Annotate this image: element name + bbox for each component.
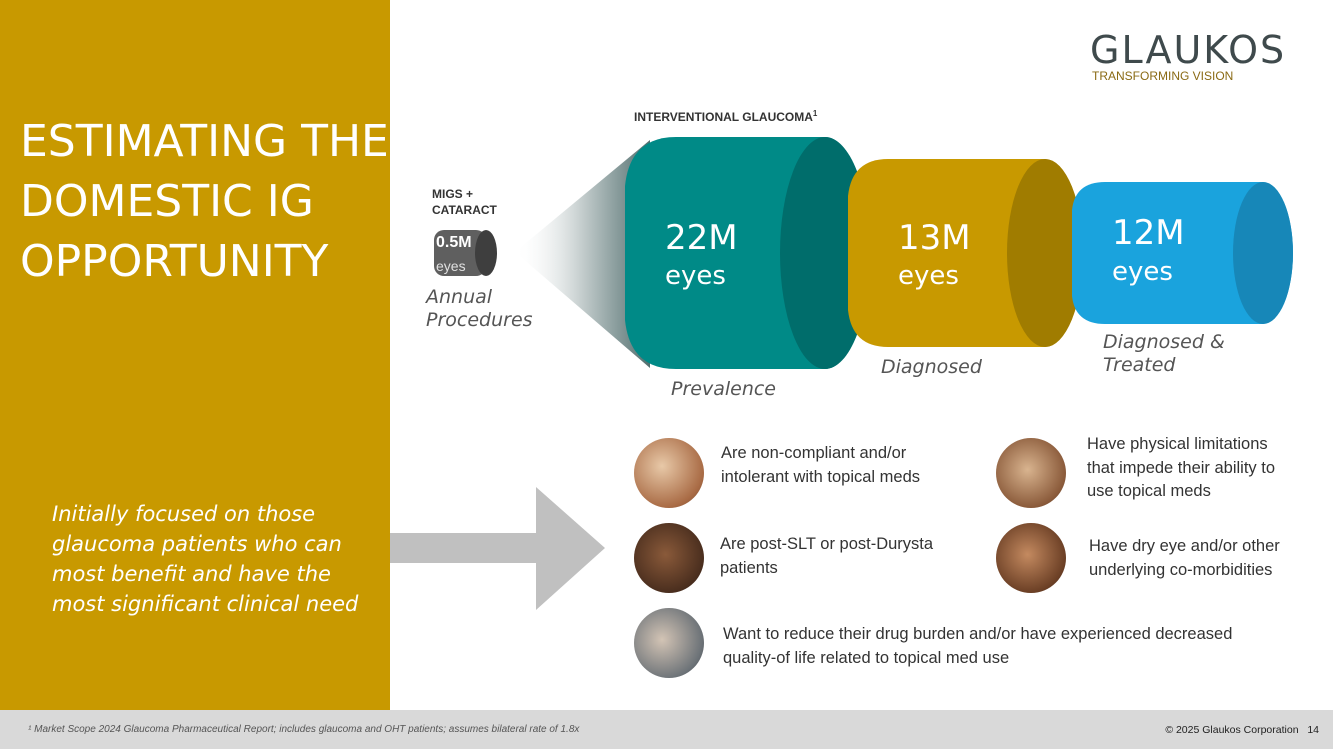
prevalence-value: 22M — [665, 218, 738, 258]
bullet-line: intolerant with topical meds — [721, 467, 921, 486]
treated-caption-line: Diagnosed & — [1103, 331, 1225, 353]
chart-header — [634, 109, 817, 124]
bullet-line: use topical meds — [1087, 482, 1211, 500]
treated-caption-line: Treated — [1103, 354, 1176, 376]
focus-note-line: glaucoma patients who can — [52, 532, 342, 556]
treated-cylinder — [1072, 182, 1293, 324]
migs-value: 0.5M — [436, 234, 472, 251]
patient-photo-eyedrop-man — [634, 608, 704, 678]
bullet-line: patients — [720, 558, 778, 577]
page-number: 14 — [1307, 724, 1319, 736]
bullet-line: Are non-compliant and/or — [721, 444, 907, 462]
migs-label — [432, 186, 497, 218]
footnote: ¹ Market Scope 2024 Glaucoma Pharmaceutical Report; includes glaucoma and OHT patients; assumes bilateral rate of 1.8x — [28, 724, 580, 735]
copyright — [1165, 724, 1319, 736]
diagnosed-caption: Diagnosed — [881, 356, 982, 378]
migs-label-line: MIGS + — [432, 187, 474, 201]
bullet-noncompliant — [721, 442, 920, 489]
bullet-post-slt — [720, 533, 933, 580]
migs-caption — [426, 286, 533, 332]
copyright-text: © 2025 Glaukos Corporation — [1165, 724, 1299, 736]
patient-photo-elderly-man — [996, 438, 1066, 508]
focus-note-line: most significant clinical need — [52, 592, 359, 616]
bullet-physical-limitations — [1087, 433, 1275, 504]
logo-tagline: TRANSFORMING VISION — [1092, 69, 1234, 83]
diagnosed-value: 13M — [898, 218, 971, 258]
title-line: ESTIMATING THE — [20, 116, 389, 167]
title-line: OPPORTUNITY — [20, 236, 329, 287]
arrow-shape — [390, 487, 605, 610]
bullet-line: Want to reduce their drug burden and/or have experienced decreased — [723, 625, 1233, 643]
treated-caption — [1103, 331, 1225, 377]
migs-caption-line: Annual — [426, 286, 493, 308]
logo-wordmark: GLAUKOS — [1090, 28, 1287, 72]
patient-photo-eyedrop — [634, 438, 704, 508]
bullet-line: Are post-SLT or post-Durysta — [720, 535, 934, 553]
bullet-drug-burden — [723, 623, 1232, 670]
diagnosed-unit: eyes — [898, 261, 959, 291]
migs-caption-line: Procedures — [426, 309, 533, 331]
prevalence-caption: Prevalence — [671, 378, 776, 400]
footnote-marker: 1 — [812, 109, 818, 118]
bullet-line: quality-of life related to topical med use — [723, 648, 1010, 667]
bullet-line: that impede their ability to — [1087, 458, 1276, 477]
footer-bar — [0, 710, 1333, 749]
prevalence-unit: eyes — [665, 261, 726, 291]
migs-label-line: CATARACT — [432, 203, 497, 217]
bullet-line: underlying co-morbidities — [1089, 560, 1273, 579]
title-line: DOMESTIC IG — [20, 176, 314, 227]
bullet-line: Have physical limitations — [1087, 435, 1268, 453]
patient-photo-woman — [996, 523, 1066, 593]
migs-unit: eyes — [436, 258, 466, 274]
treated-unit: eyes — [1112, 257, 1173, 287]
patient-photo-smiling-man — [634, 523, 704, 593]
prevalence-cylinder — [625, 137, 870, 369]
bullet-line: Have dry eye and/or other — [1089, 537, 1280, 555]
treated-value: 12M — [1112, 213, 1185, 253]
bullet-dry-eye — [1089, 535, 1280, 582]
focus-note-line: most benefit and have the — [52, 562, 331, 586]
focus-note-line: Initially focused on those — [52, 502, 316, 526]
chart-header-text: INTERVENTIONAL GLAUCOMA — [634, 110, 813, 124]
